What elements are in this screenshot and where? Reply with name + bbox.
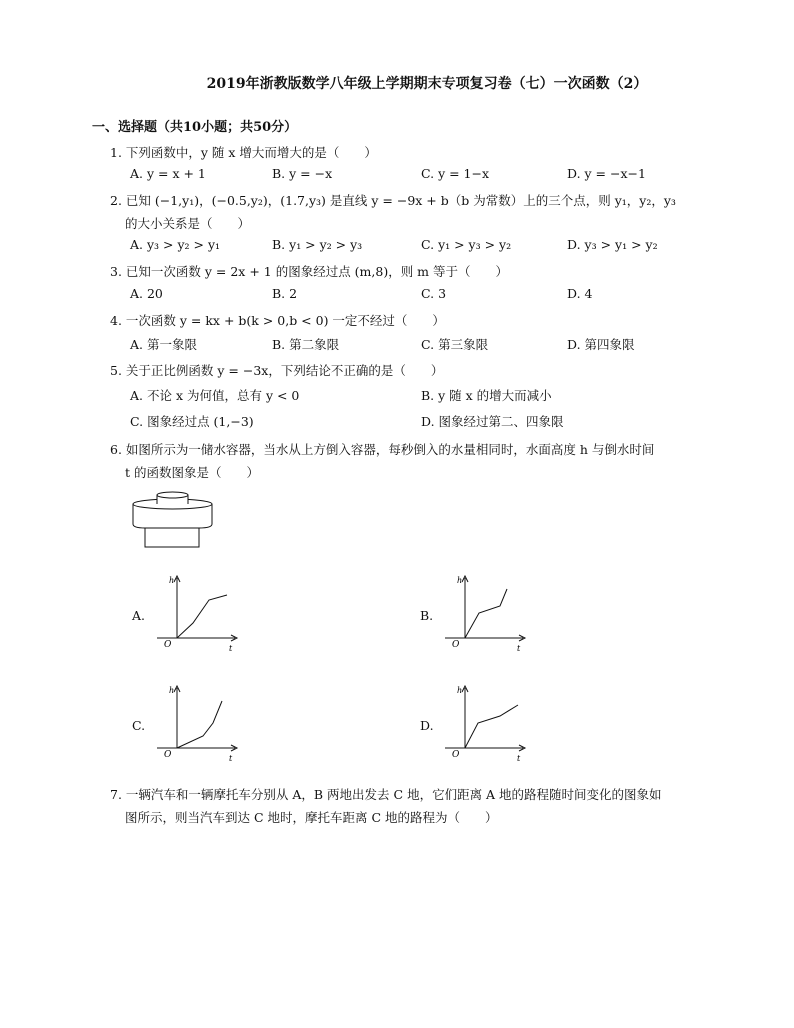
q6-option-d[interactable]: D. [420, 718, 434, 733]
graph-option-d[interactable] [443, 683, 533, 763]
section-heading: 一、选择题（共10小题；共50分） [92, 120, 298, 135]
origin-label: O [164, 640, 172, 650]
water-container-figure [128, 490, 228, 550]
q5-option-c[interactable]: C. 图象经过点 (1,−3) [130, 414, 254, 429]
axis-h-label: h [169, 576, 175, 585]
origin-label: O [452, 750, 460, 760]
q1-option-b[interactable]: B. y = −x [272, 166, 333, 181]
question-7-stem-cont: 图所示，则当汽车到达 C 地时，摩托车距离 C 地的路程为（ ） [125, 810, 498, 825]
q4-option-a[interactable]: A. 第一象限 [130, 337, 197, 352]
axis-t-label: t [517, 644, 521, 653]
question-6-stem-cont: t 的函数图象是（ ） [125, 465, 259, 480]
question-7-stem: 7. 一辆汽车和一辆摩托车分别从 A，B 两地出发去 C 地，它们距离 A 地的路程随时间变化的图象如 [110, 787, 662, 802]
q3-option-d[interactable]: D. 4 [567, 286, 593, 301]
q1-option-a[interactable]: A. y = x + 1 [130, 166, 206, 181]
q3-option-b[interactable]: B. 2 [272, 286, 298, 301]
question-4-stem: 4. 一次函数 y = kx + b(k > 0,b < 0) 一定不经过（ ） [110, 313, 445, 328]
axis-t-label: t [517, 754, 521, 763]
question-2-stem: 2. 已知 (−1,y₁)，(−0.5,y₂)，(1.7,y₃) 是直线 y = −9x + b（b 为常数）上的三个点，则 y₁，y₂，y₃ [110, 193, 676, 208]
graph-option-a[interactable] [155, 573, 245, 653]
q2-option-a[interactable]: A. y₃ > y₂ > y₁ [130, 237, 221, 252]
origin-label: O [164, 750, 172, 760]
axis-h-label: h [457, 686, 463, 695]
q5-option-d[interactable]: D. 图象经过第二、四象限 [421, 414, 564, 429]
q2-option-c[interactable]: C. y₁ > y₃ > y₂ [421, 237, 512, 252]
q2-option-b[interactable]: B. y₁ > y₂ > y₃ [272, 237, 363, 252]
q4-option-d[interactable]: D. 第四象限 [567, 337, 635, 352]
axis-t-label: t [229, 644, 233, 653]
axis-h-label: h [457, 576, 463, 585]
graph-option-c[interactable] [155, 683, 245, 763]
q1-option-d[interactable]: D. y = −x−1 [567, 166, 646, 181]
page-title: 2019年浙教版数学八年级上学期期末专项复习卷（七）一次函数（2） [206, 76, 648, 92]
q3-option-c[interactable]: C. 3 [421, 286, 447, 301]
q3-option-a[interactable]: A. 20 [130, 286, 163, 301]
origin-label: O [452, 640, 460, 650]
axis-h-label: h [169, 686, 175, 695]
question-5-stem: 5. 关于正比例函数 y = −3x，下列结论不正确的是（ ） [110, 363, 444, 378]
q6-option-a[interactable]: A. [132, 608, 146, 623]
question-1-stem: 1. 下列函数中，y 随 x 增大而增大的是（ ） [110, 145, 377, 160]
q4-option-b[interactable]: B. 第二象限 [272, 337, 340, 352]
q6-option-c[interactable]: C. [132, 718, 146, 733]
axis-t-label: t [229, 754, 233, 763]
graph-option-b[interactable] [443, 573, 533, 653]
q5-option-a[interactable]: A. 不论 x 为何值，总有 y < 0 [130, 388, 300, 403]
q2-option-d[interactable]: D. y₃ > y₁ > y₂ [567, 237, 658, 252]
question-6-stem: 6. 如图所示为一储水容器，当水从上方倒入容器，每秒倒入的水量相同时，水面高度 h 与倒水时间 [110, 442, 655, 457]
question-2-stem-cont: 的大小关系是（ ） [125, 216, 251, 231]
question-3-stem: 3. 已知一次函数 y = 2x + 1 的图象经过点 (m,8)，则 m 等于（ ） [110, 264, 509, 279]
q1-option-c[interactable]: C. y = 1−x [421, 166, 490, 181]
q5-option-b[interactable]: B. y 随 x 的增大而减小 [421, 388, 552, 403]
q6-option-b[interactable]: B. [420, 608, 434, 623]
q4-option-c[interactable]: C. 第三象限 [421, 337, 489, 352]
